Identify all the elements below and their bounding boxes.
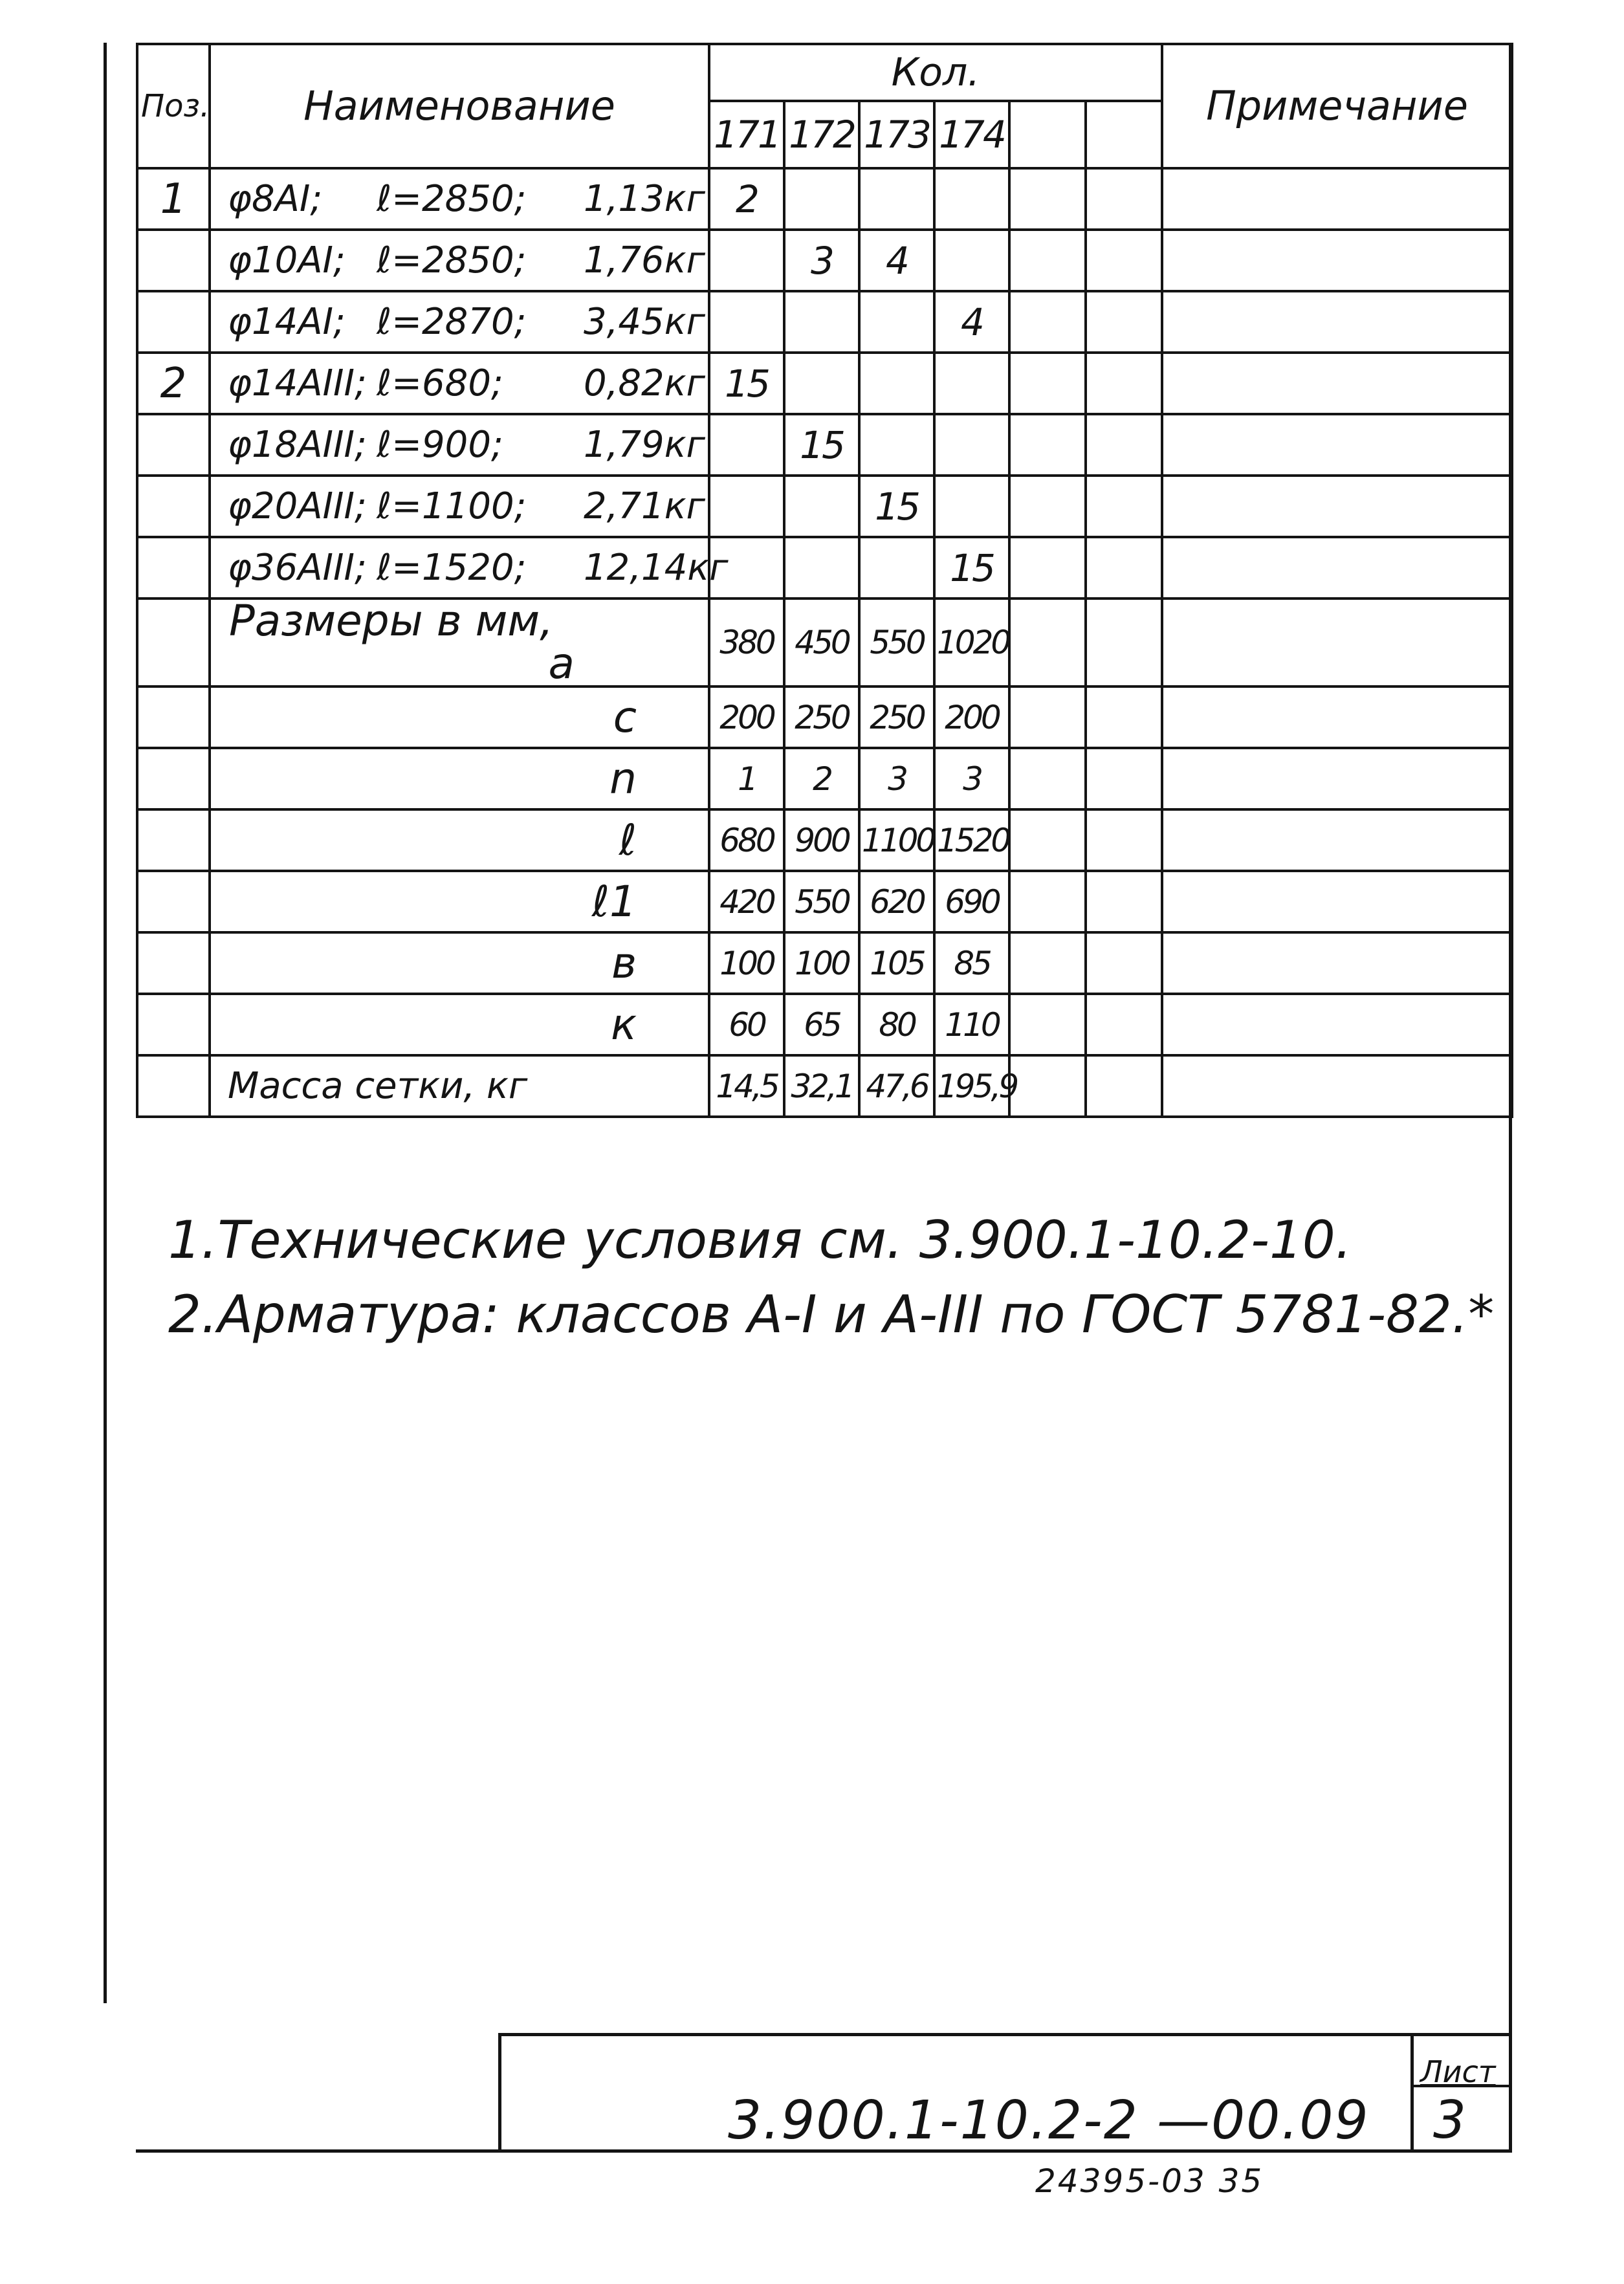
item-row (137, 230, 1512, 291)
item-qty (859, 353, 934, 414)
dim-value: 3 (934, 748, 1009, 809)
dim-poz (137, 994, 210, 1055)
item-note (1162, 291, 1512, 353)
item-row (137, 537, 1512, 598)
dimension-row (137, 748, 1512, 809)
header-note: Примечание (1162, 44, 1512, 168)
dim-empty (1009, 871, 1086, 932)
item-qty (1009, 230, 1086, 291)
dim-key: ℓ1 (210, 871, 709, 932)
item-name (210, 291, 709, 353)
header-col-171: 171 (709, 101, 784, 168)
mass-value: 47,6 (859, 1055, 934, 1117)
header-row-top (137, 44, 1512, 101)
item-length: ℓ=680; (377, 362, 503, 404)
dim-value: 110 (934, 994, 1009, 1055)
item-mass: 12,14кг (584, 546, 729, 589)
frame-left-line (104, 43, 107, 2003)
dim-poz (137, 748, 210, 809)
specification-table (136, 43, 1513, 1118)
dim-value: 250 (859, 686, 934, 748)
item-qty (1009, 414, 1086, 476)
dim-value: 85 (934, 932, 1009, 994)
dim-value: 105 (859, 932, 934, 994)
item-poz: 1 (137, 168, 210, 230)
item-qty (934, 168, 1009, 230)
mass-value: 195,9 (934, 1055, 1009, 1117)
item-qty: 15 (784, 414, 859, 476)
item-diameter: φ36AIII; (228, 546, 367, 589)
item-mass: 3,45кг (584, 300, 705, 343)
dim-empty (1086, 809, 1162, 871)
dim-value: 200 (934, 686, 1009, 748)
item-qty (784, 291, 859, 353)
item-mass: 1,79кг (584, 423, 705, 466)
dim-value: 450 (784, 598, 859, 686)
dimension-row (137, 932, 1512, 994)
header-name: Наименование (210, 44, 709, 168)
dim-poz (137, 809, 210, 871)
item-qty: 15 (709, 353, 784, 414)
item-qty (784, 353, 859, 414)
dim-value: 65 (784, 994, 859, 1055)
item-name (210, 353, 709, 414)
item-diameter: φ14AI; (228, 300, 346, 343)
item-qty: 4 (859, 230, 934, 291)
dim-value: 1520 (934, 809, 1009, 871)
item-row (137, 414, 1512, 476)
header-col-empty-2 (1086, 101, 1162, 168)
dim-empty (1009, 748, 1086, 809)
item-length: ℓ=2850; (377, 239, 527, 281)
item-qty (784, 537, 859, 598)
item-qty (934, 414, 1009, 476)
item-qty: 15 (859, 476, 934, 537)
dim-poz (137, 932, 210, 994)
item-length: ℓ=1520; (377, 546, 527, 589)
dim-empty (1009, 598, 1086, 686)
dim-key: n (210, 748, 709, 809)
item-poz (137, 476, 210, 537)
item-name (210, 537, 729, 598)
dim-note (1162, 598, 1512, 686)
item-poz (137, 230, 210, 291)
item-qty (1086, 168, 1162, 230)
item-qty (1086, 414, 1162, 476)
dim-empty (1009, 994, 1086, 1055)
item-poz (137, 414, 210, 476)
item-qty (934, 353, 1009, 414)
dim-value: 1020 (934, 598, 1009, 686)
item-poz (137, 537, 210, 598)
dim-empty (1086, 932, 1162, 994)
dim-value: 550 (784, 871, 859, 932)
dim-value: 1 (709, 748, 784, 809)
item-qty (1086, 353, 1162, 414)
item-qty (1086, 476, 1162, 537)
item-qty (859, 168, 934, 230)
dim-value: 900 (784, 809, 859, 871)
item-poz (137, 291, 210, 353)
dim-value: 200 (709, 686, 784, 748)
mass-value: 14,5 (709, 1055, 784, 1117)
dim-value: 680 (709, 809, 784, 871)
item-note (1162, 230, 1512, 291)
dimension-row (137, 809, 1512, 871)
item-poz: 2 (137, 353, 210, 414)
item-qty: 15 (934, 537, 1009, 598)
mass-empty (1009, 1055, 1086, 1117)
note-1: 1.Технические условия см. 3.900.1-10.2-10. (168, 1210, 1352, 1270)
item-note (1162, 537, 1512, 598)
item-mass: 2,71кг (584, 485, 705, 527)
dim-poz (137, 598, 210, 686)
item-length: ℓ=900; (377, 423, 503, 466)
header-col-173: 173 (859, 101, 934, 168)
mass-value: 32,1 (784, 1055, 859, 1117)
item-row (137, 476, 1512, 537)
dim-value: 80 (859, 994, 934, 1055)
mass-label: Масса сетки, кг (210, 1055, 709, 1117)
dim-value: 380 (709, 598, 784, 686)
item-qty (1086, 291, 1162, 353)
dim-value: 620 (859, 871, 934, 932)
header-qty: Кол. (709, 44, 1162, 101)
dim-value: 2 (784, 748, 859, 809)
dim-value: 60 (709, 994, 784, 1055)
dim-note (1162, 871, 1512, 932)
dimensions-label: Размеры в мм, (229, 596, 554, 646)
dim-note (1162, 932, 1512, 994)
item-name (210, 230, 709, 291)
item-qty: 3 (784, 230, 859, 291)
item-qty (859, 537, 934, 598)
mass-row (137, 1055, 1512, 1117)
dim-empty (1009, 686, 1086, 748)
dim-empty (1086, 871, 1162, 932)
item-qty: 2 (709, 168, 784, 230)
sheet-box-left-line (1410, 2033, 1414, 2153)
dimension-row (137, 994, 1512, 1055)
item-row (137, 353, 1512, 414)
dim-key: a (548, 639, 575, 688)
item-mass: 1,76кг (584, 239, 705, 281)
item-diameter: φ18AIII; (228, 423, 367, 466)
item-mass: 0,82кг (584, 362, 705, 404)
dim-poz (137, 871, 210, 932)
item-name (210, 168, 709, 230)
dimension-row (137, 598, 1512, 686)
item-diameter: φ20AIII; (228, 485, 367, 527)
titleblock-left-line (498, 2033, 501, 2153)
item-row (137, 168, 1512, 230)
item-qty (1086, 537, 1162, 598)
item-qty (1009, 476, 1086, 537)
archive-stamp: 24395-03 35 (1035, 2162, 1264, 2200)
item-qty (1009, 353, 1086, 414)
dim-value: 100 (784, 932, 859, 994)
header-col-174: 174 (934, 101, 1009, 168)
item-qty (859, 291, 934, 353)
dim-value: 550 (859, 598, 934, 686)
titleblock-top-line (498, 2033, 1512, 2036)
item-qty (1086, 230, 1162, 291)
item-qty (934, 230, 1009, 291)
item-qty (1009, 537, 1086, 598)
dim-empty (1086, 686, 1162, 748)
item-qty (859, 414, 934, 476)
item-note (1162, 353, 1512, 414)
item-note (1162, 414, 1512, 476)
header-col-172: 172 (784, 101, 859, 168)
dim-value: 100 (709, 932, 784, 994)
dimension-row (137, 686, 1512, 748)
header-poz: Поз. (137, 44, 210, 168)
dim-empty (1009, 809, 1086, 871)
item-qty (1009, 291, 1086, 353)
dimension-row (137, 871, 1512, 932)
item-name (210, 476, 709, 537)
dim-empty (1086, 748, 1162, 809)
item-diameter: φ14AIII; (228, 362, 367, 404)
item-diameter: φ10AI; (228, 239, 346, 281)
dim-poz (137, 686, 210, 748)
dim-note (1162, 809, 1512, 871)
item-qty: 4 (934, 291, 1009, 353)
item-length: ℓ=2850; (377, 177, 527, 220)
document-code: 3.900.1-10.2-2 —00.09 (728, 2090, 1370, 2151)
mass-poz (137, 1055, 210, 1117)
item-length: ℓ=1100; (377, 485, 527, 527)
item-qty (784, 168, 859, 230)
item-diameter: φ8AI; (228, 177, 323, 220)
dim-key: c (210, 686, 709, 748)
dim-value: 1100 (859, 809, 934, 871)
dim-empty (1009, 932, 1086, 994)
dim-key: к (210, 994, 709, 1055)
dim-value: 250 (784, 686, 859, 748)
item-mass: 1,13кг (584, 177, 705, 220)
dim-label-cell (210, 598, 709, 686)
dim-key: в (210, 932, 709, 994)
dim-value: 690 (934, 871, 1009, 932)
item-note (1162, 168, 1512, 230)
item-name (210, 414, 709, 476)
note-2: 2.Арматура: классов A-I и A-III по ГОСТ 5781-82.* (168, 1284, 1495, 1345)
dim-note (1162, 686, 1512, 748)
dim-note (1162, 748, 1512, 809)
dim-note (1162, 994, 1512, 1055)
dim-key: ℓ (210, 809, 709, 871)
sheet-label: Лист (1420, 2054, 1496, 2089)
sheet-number: 3 (1433, 2090, 1466, 2150)
dim-empty (1086, 598, 1162, 686)
item-row (137, 291, 1512, 353)
item-qty (784, 476, 859, 537)
item-qty (934, 476, 1009, 537)
item-qty (1009, 168, 1086, 230)
mass-note (1162, 1055, 1512, 1117)
item-note (1162, 476, 1512, 537)
dim-value: 3 (859, 748, 934, 809)
item-length: ℓ=2870; (377, 300, 527, 343)
dim-value: 420 (709, 871, 784, 932)
header-col-empty-1 (1009, 101, 1086, 168)
dim-empty (1086, 994, 1162, 1055)
mass-empty (1086, 1055, 1162, 1117)
